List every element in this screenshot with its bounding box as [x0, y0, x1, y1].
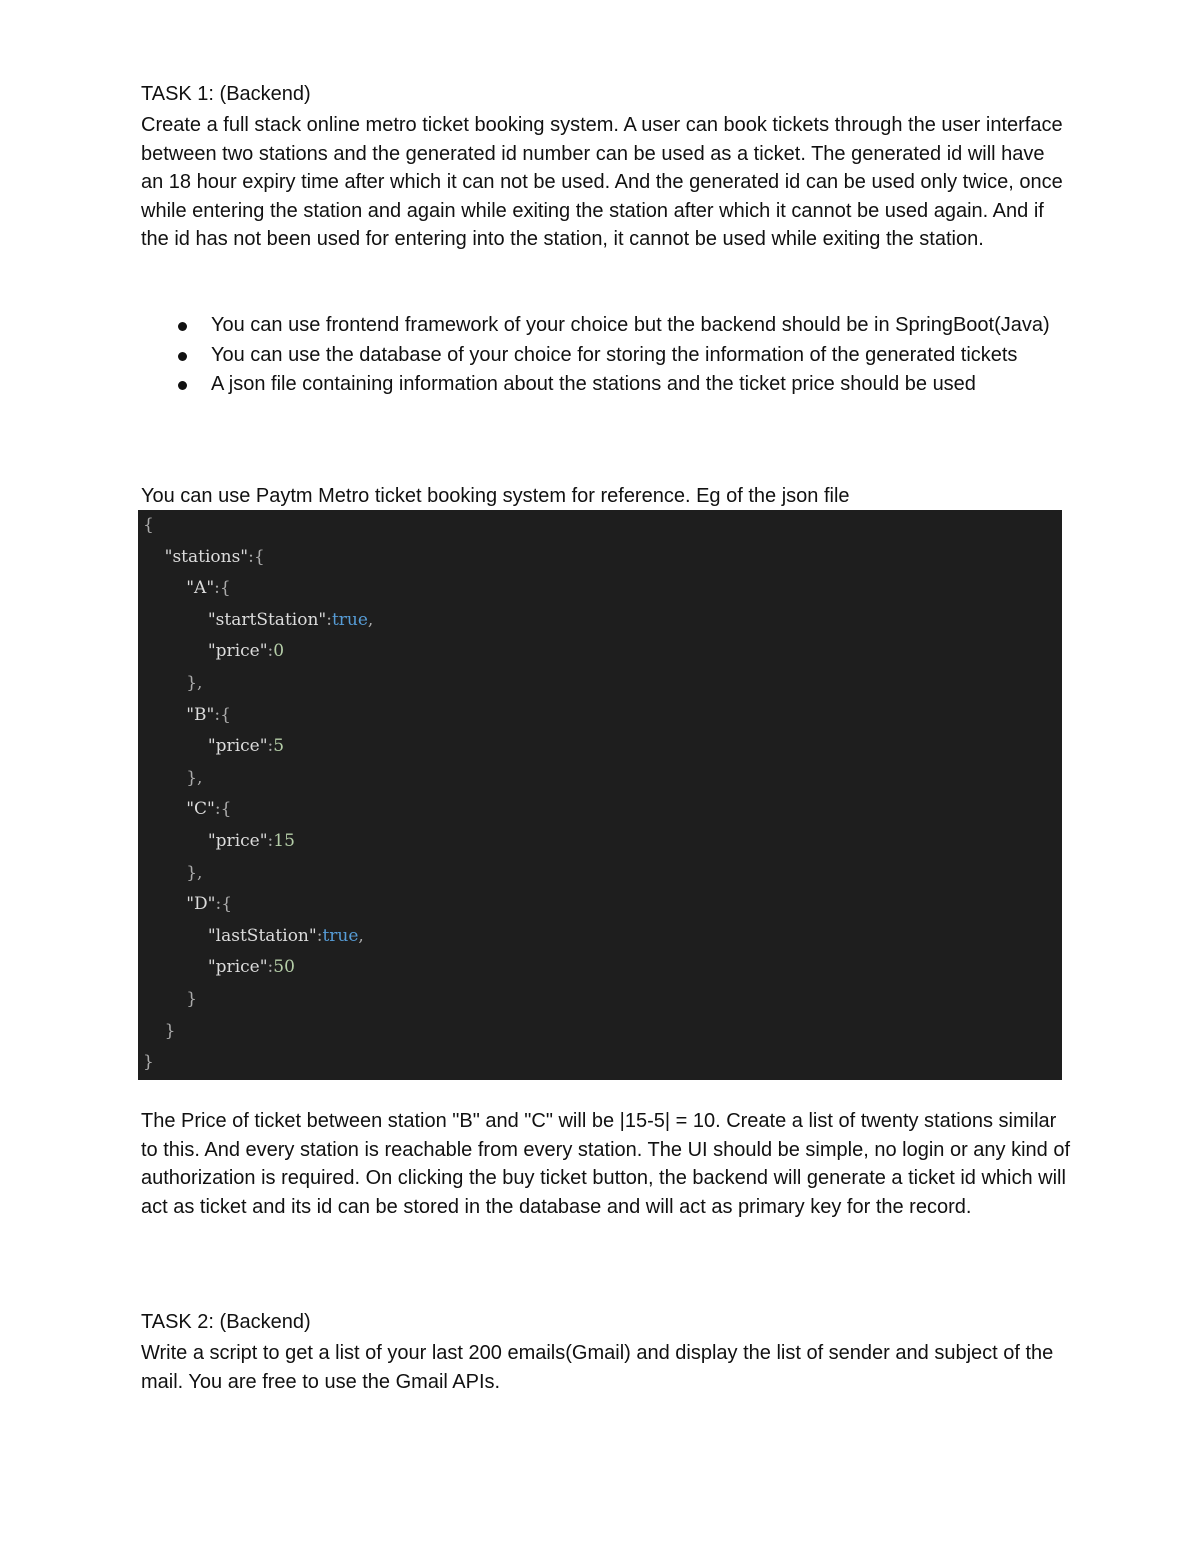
bullet-icon: [178, 352, 187, 361]
list-item: [141, 311, 1071, 340]
task2-heading: TASK 2: (Backend): [141, 1311, 311, 1333]
task1-closing: The Price of ticket between station "B" and "C" will be |15-5| = 10. Create a list of twenty stations similar to this. And every station is reachable from every station. The UI should be simple, no login or any kind of authorization is required. On clicking the buy ticket button, the backend will generate a ticket id which will act as ticket and its id can be stored in the database and will act as primary key for the record.: [141, 1110, 1071, 1218]
bullet-text: You can use frontend framework of your choice but the backend should be in SpringBoot(Java): [211, 314, 1050, 336]
code-text: { "stations":{ "A":{ "startStation":true, "price":0 }, "B":{ "price":5 }, "C":{ "price":15 }, "D":{ "lastStation":true, "price":50 } } }: [143, 515, 374, 1073]
task1-intro: Create a full stack online metro ticket booking system. A user can book tickets through the user interface between two stations and the generated id number can be used as a ticket. The generated id will have an 18 hour expiry time after which it can not be used. And the generated id can be used only twice, once while entering the station and again while exiting the station after which it cannot be used again. And if the id has not been used for entering into the station, it cannot be used while exiting the station.: [141, 114, 1063, 250]
bullet-icon: [178, 381, 187, 390]
task1-heading: TASK 1: (Backend): [141, 83, 311, 105]
task1-bullet-list: [141, 311, 1071, 400]
list-item: [141, 370, 1071, 399]
reference-line: You can use Paytm Metro ticket booking system for reference. Eg of the json file: [141, 485, 850, 507]
bullet-icon: [178, 322, 187, 331]
bullet-text: A json file containing information about the stations and the ticket price should be used: [211, 373, 976, 395]
list-item: [141, 341, 1071, 370]
task2-body: Write a script to get a list of your last 200 emails(Gmail) and display the list of sender and subject of the mail. You are free to use the Gmail APIs.: [141, 1342, 1054, 1393]
json-code-block: [138, 510, 1062, 1080]
bullet-text: You can use the database of your choice for storing the information of the generated tickets: [211, 343, 1018, 366]
